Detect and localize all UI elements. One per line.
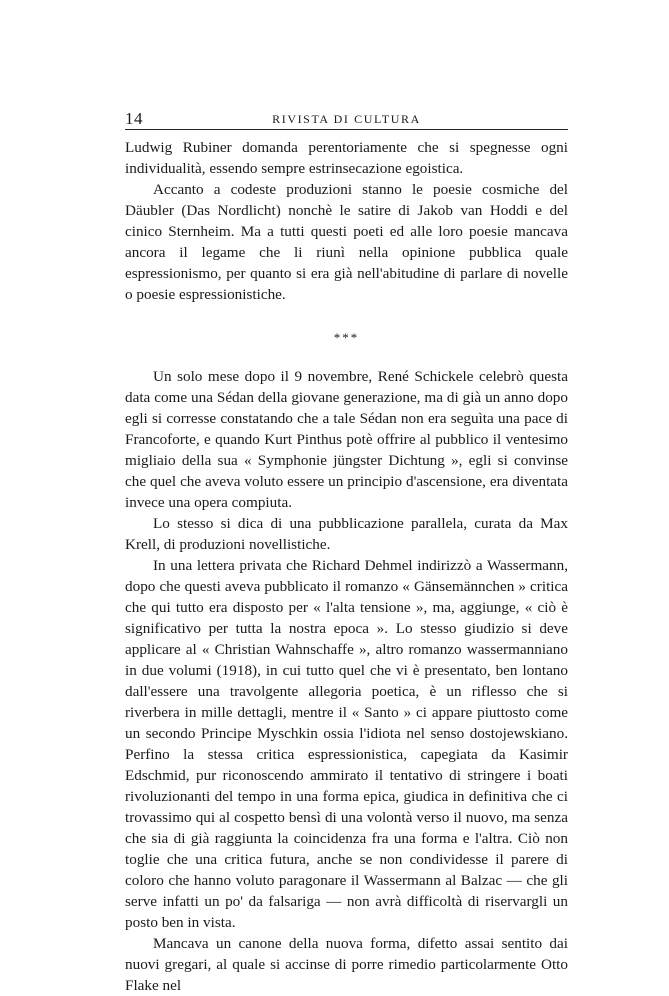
page-header (125, 109, 568, 131)
paragraph: In una lettera privata che Richard Dehmel indirizzò a Wassermann, dopo che questi aveva pubblicato il romanzo « Gänsemännchen » critica che qui tutto era disposto per « l'alta tensione », ma, aggiunge, « ciò è significativo per tutta la nostra epoca ». Lo stesso giudizio si deve applicare al « Christian Wahnschaffe », altro romanzo wassermanniano in due volumi (1918), in cui tutto quel che vi è presentato, ben lontano dall'essere una travolgente allegoria poetica, è un riflesso che si riverbera in mille dettagli, mentre il « Santo » ci appare piuttosto come un secondo Principe Myschkin ossia l'idiota nel senso dostojewskiano. Perfino la stessa critica espressionistica, capegiata da Kasimir Edschmid, pur riconoscendo ammirato il tentativo di stringere i boati rivoluzionanti del tempo in una forma epica, giudica in definitiva che ci trovassimo qui al cospetto bensì di una volontà verso il nuovo, ma senza che sia di già raggiunta la coincidenza fra una forma e l'altra. Ciò non toglie che una critica futura, anche se non condividesse il parere di coloro che hanno voluto paragonare il Wassermann al Balzac — che gli serve infatti un po' da falsariga — non avrà difficoltà di riservargli un posto ben in vista. (125, 557, 568, 931)
section-break-asterisks: *** (333, 330, 360, 345)
text-column (125, 137, 568, 996)
paragraph: Lo stesso si dica di una pubblicazione parallela, curata da Max Krell, di produzioni novellistiche. (125, 515, 568, 553)
header-rule (125, 129, 568, 130)
page-number: 14 (125, 109, 143, 128)
running-title: RIVISTA DI CULTURA (272, 112, 421, 126)
paragraph: Un solo mese dopo il 9 novembre, René Schickele celebrò questa data come una Sédan della giovane generazione, ma di già un anno dopo egli si corresse constatando che a tale Sédan non era seguìta una pace di Francoforte, e quando Kurt Pinthus potè offrire al pubblico il ventesimo migliaio della sua « Symphonie jüngster Dichtung », egli si convinse che quel che aveva voluto essere un principio d'ascensione, era diventata invece una opera compiuta. (125, 368, 568, 511)
paragraph-continued: Ludwig Rubiner domanda perentoriamente che si spegnesse ogni individualità, essendo sempre estrinsecazione egoistica. (125, 139, 568, 177)
paragraph-continues: Mancava un canone della nuova forma, difetto assai sentito dai nuovi gregari, al quale si accinse di porre rimedio particolarmente Otto Flake nel (125, 935, 568, 994)
paragraph: Accanto a codeste produzioni stanno le poesie cosmiche del Däubler (Das Nordlicht) nonchè le satire di Jakob van Hoddi e del cinico Sternheim. Ma a tutti questi poeti ed alle loro poesie mancava ancora il legame che li riunì nella opinione pubblica quale espressionismo, per quanto si era già nell'abitudine di parlare di novelle o poesie espressionistiche. (125, 181, 568, 303)
